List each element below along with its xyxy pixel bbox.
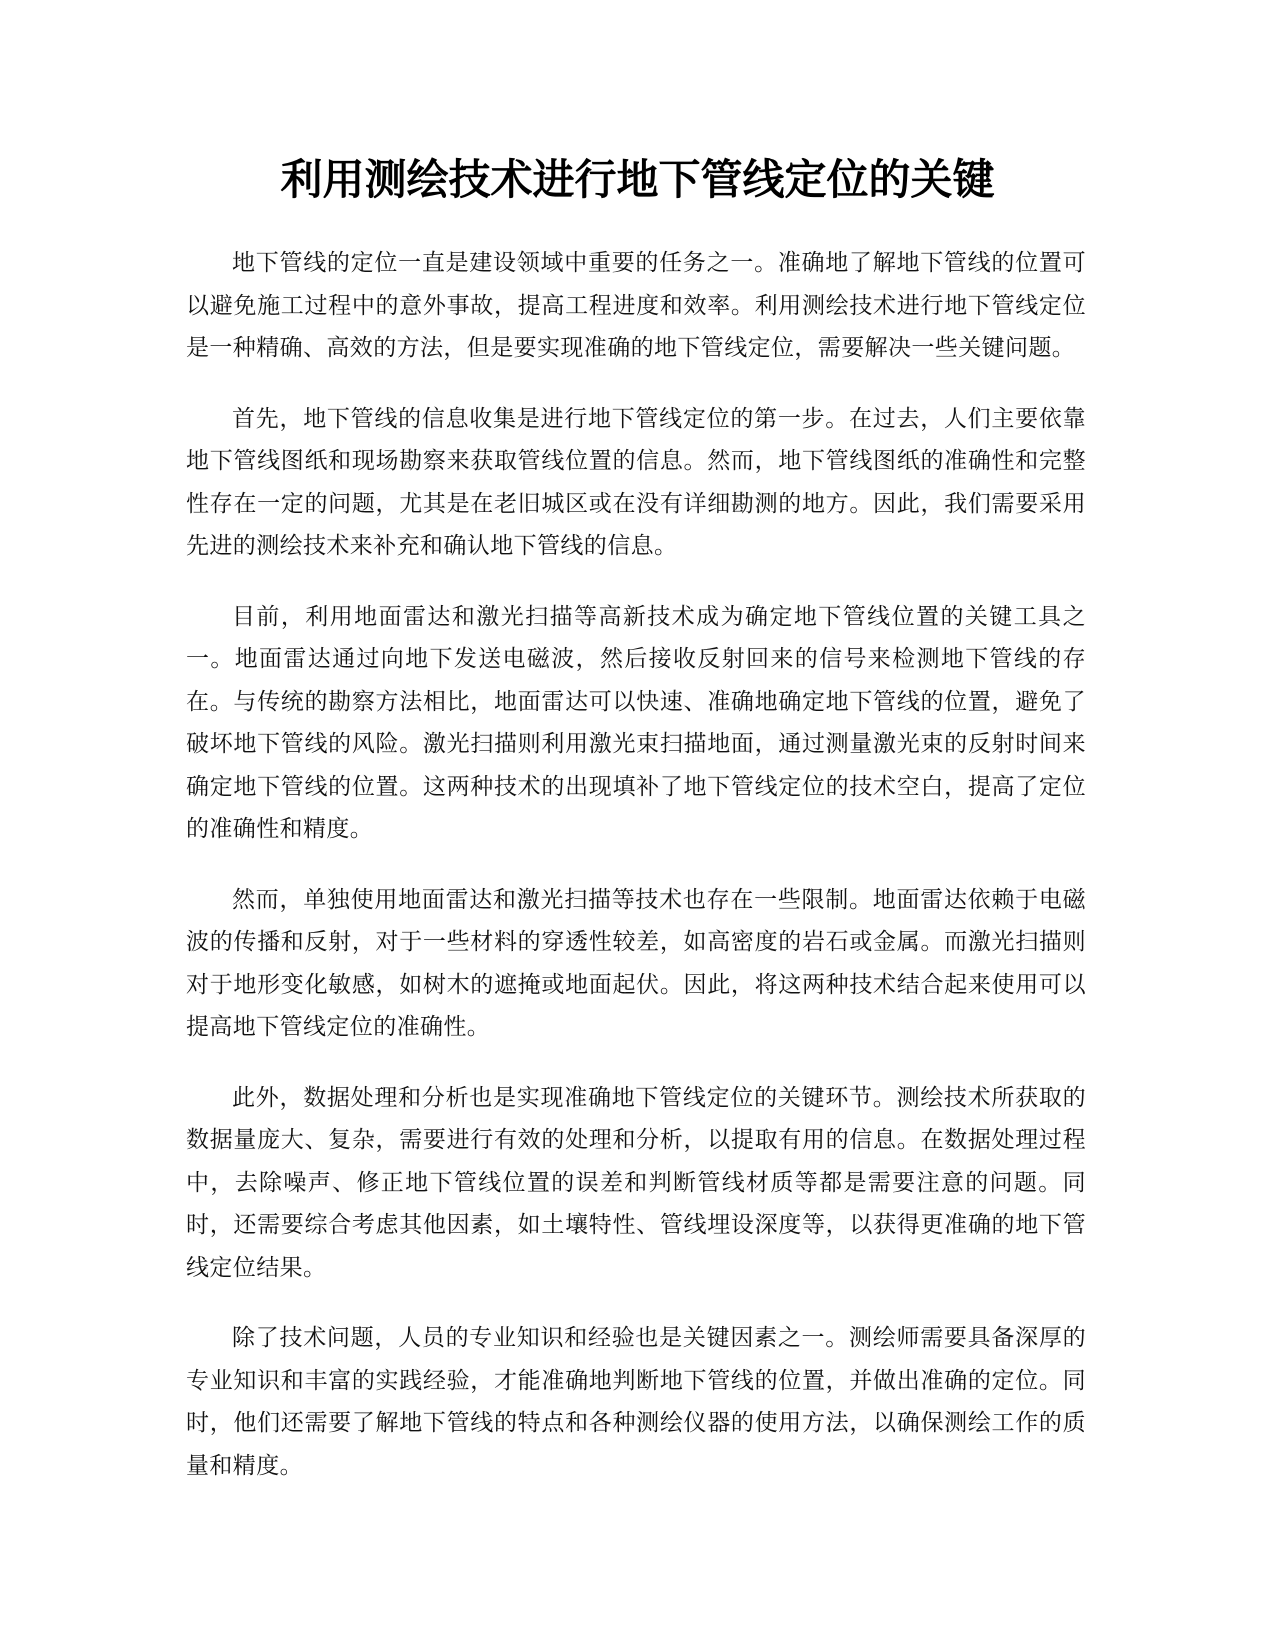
document-title: 利用测绘技术进行地下管线定位的关键 <box>280 155 995 204</box>
paragraph-3: 目前，利用地面雷达和激光扫描等高新技术成为确定地下管线位置的关键工具之一。地面雷达通过向地下发送电磁波，然后接收反射回来的信号来检测地下管线的存在。与传统的勘察方法相比，地面雷达可以快速、准确地确定地下管线的位置，避免了破坏地下管线的风险。激光扫描则利用激光束扫描地面，通过测量激光束的反射时间来确定地下管线的位置。这两种技术的出现填补了地下管线定位的技术空白，提高了定位的准确性和精度。 <box>186 603 1086 842</box>
paragraph-5: 此外，数据处理和分析也是实现准确地下管线定位的关键环节。测绘技术所获取的数据量庞大、复杂，需要进行有效的处理和分析，以提取有用的信息。在数据处理过程中，去除噪声、修正地下管线位置的误差和判断管线材质等都是需要注意的问题。同时，还需要综合考虑其他因素，如土壤特性、管线埋设深度等，以获得更准确的地下管线定位结果。 <box>186 1084 1086 1281</box>
paragraph-6: 除了技术问题，人员的专业知识和经验也是关键因素之一。测绘师需要具备深厚的专业知识和丰富的实践经验，才能准确地判断地下管线的位置，并做出准确的定位。同时，他们还需要了解地下管线的特点和各种测绘仪器的使用方法，以确保测绘工作的质量和精度。 <box>186 1325 1086 1479</box>
paragraph-2: 首先，地下管线的信息收集是进行地下管线定位的第一步。在过去，人们主要依靠地下管线图纸和现场勘察来获取管线位置的信息。然而，地下管线图纸的准确性和完整性存在一定的问题，尤其是在老旧城区或在没有详细勘测的地方。因此，我们需要采用先进的测绘技术来补充和确认地下管线的信息。 <box>186 405 1086 559</box>
paragraph-1: 地下管线的定位一直是建设领域中重要的任务之一。准确地了解地下管线的位置可以避免施工过程中的意外事故，提高工程进度和效率。利用测绘技术进行地下管线定位是一种精确、高效的方法，但是要实现准确的地下管线定位，需要解决一些关键问题。 <box>186 250 1086 361</box>
document-body <box>186 242 1086 1515</box>
paragraph-4: 然而，单独使用地面雷达和激光扫描等技术也存在一些限制。地面雷达依赖于电磁波的传播和反射，对于一些材料的穿透性较差，如高密度的岩石或金属。而激光扫描则对于地形变化敏感，如树木的遮掩或地面起伏。因此，将这两种技术结合起来使用可以提高地下管线定位的准确性。 <box>186 886 1086 1040</box>
